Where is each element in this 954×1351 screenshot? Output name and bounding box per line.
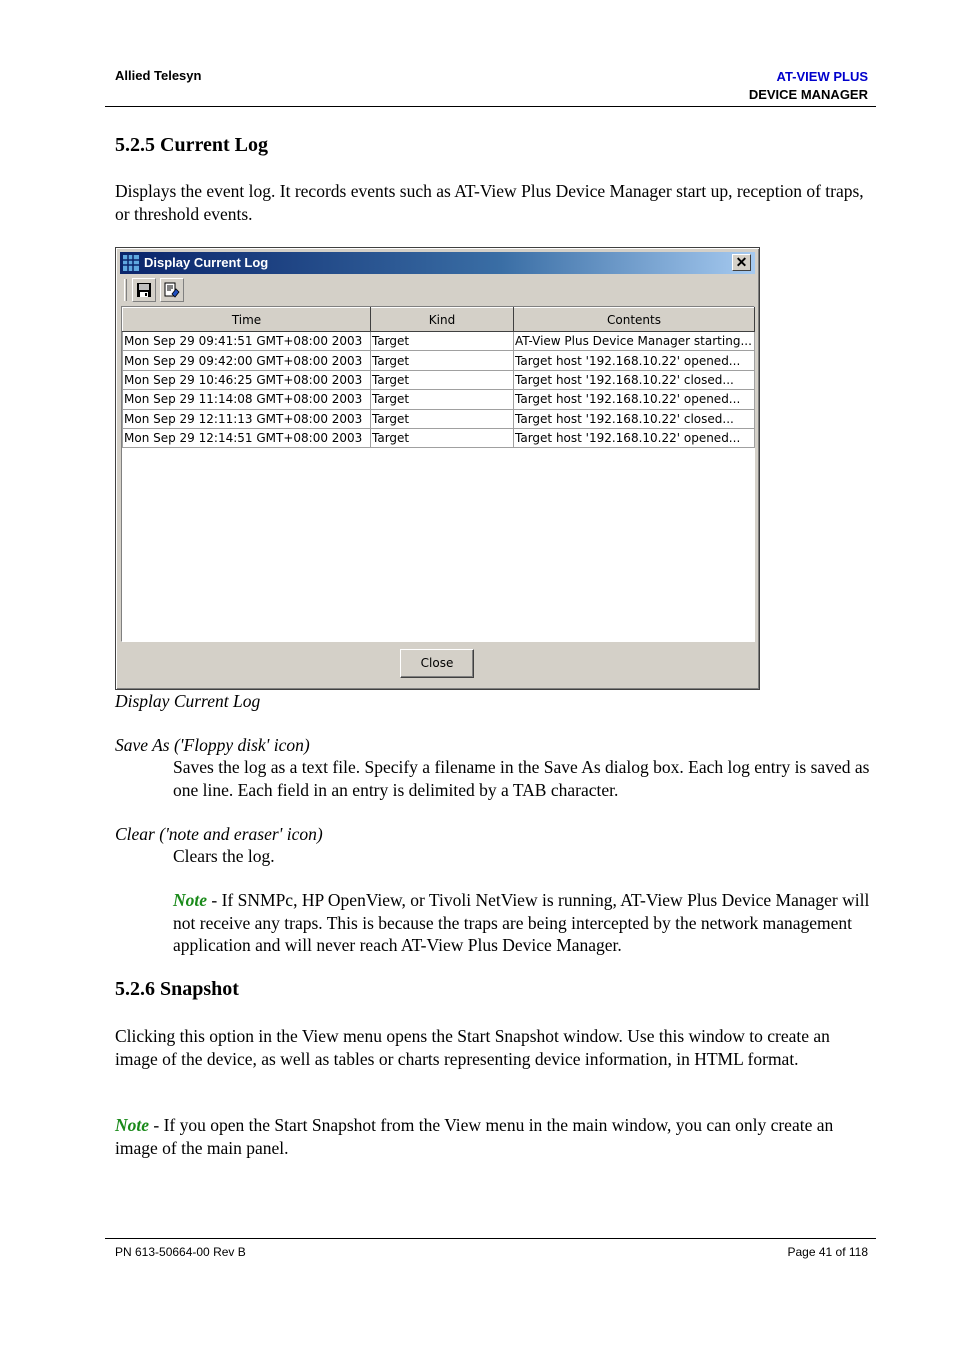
save-as-button[interactable] [132, 278, 156, 302]
table-row[interactable] [123, 332, 755, 351]
cell-kind: Target [371, 428, 514, 447]
section-title-current-log: 5.2.5 Current Log [115, 134, 268, 156]
display-current-log-dialog [115, 247, 760, 690]
note-label: Note [173, 890, 208, 910]
section-intro-current-log: Displays the event log. It records events such as AT-View Plus Device Manager start up, reception of traps, or threshold events. [115, 181, 864, 224]
column-header-kind[interactable]: Kind [371, 308, 514, 332]
table-row[interactable] [123, 351, 755, 370]
footer-rule [105, 1238, 876, 1239]
cell-contents: Target host '192.168.10.22' opened... [514, 390, 755, 409]
clear-log-button[interactable] [160, 278, 184, 302]
header-product [749, 68, 868, 104]
close-icon[interactable]: ✕ [732, 254, 751, 271]
cell-contents: Target host '192.168.10.22' closed... [514, 409, 755, 428]
note-snapshot [115, 1114, 865, 1159]
section-title-snapshot: 5.2.6 Snapshot [115, 978, 239, 1000]
footer-part-number: PN 613-50664-00 Rev B [115, 1245, 246, 1259]
dialog-titlebar[interactable] [120, 252, 755, 274]
cell-time: Mon Sep 29 09:42:00 GMT+08:00 2003 [123, 351, 371, 370]
cell-kind: Target [371, 390, 514, 409]
cell-contents: AT-View Plus Device Manager starting... [514, 332, 755, 351]
cell-contents: Target host '192.168.10.22' opened... [514, 351, 755, 370]
toolbar-grip[interactable] [124, 279, 127, 301]
note-text: - If SNMPc, HP OpenView, or Tivoli NetView is running, AT-View Plus Device Manager will not receive any traps. This is because the traps are being intercepted by the network management application and will never reach AT-View Plus Device Manager. [173, 890, 870, 955]
header-product-line2: DEVICE MANAGER [748, 87, 868, 102]
dialog-toolbar [120, 276, 755, 304]
clear-term: Clear ('note and eraser' icon) [115, 824, 323, 844]
cell-time: Mon Sep 29 10:46:25 GMT+08:00 2003 [123, 370, 371, 389]
cell-kind: Target [371, 332, 514, 351]
header-rule [105, 106, 876, 107]
cell-time: Mon Sep 29 12:11:13 GMT+08:00 2003 [123, 409, 371, 428]
header-product-line1: AT-VIEW PLUS [776, 69, 868, 84]
note-traps [173, 889, 873, 957]
figure-caption: Display Current Log [115, 691, 261, 711]
grid-app-icon [123, 255, 139, 271]
log-table [122, 307, 755, 448]
column-header-contents[interactable]: Contents [514, 308, 755, 332]
log-table-container[interactable] [121, 306, 755, 642]
table-row[interactable] [123, 370, 755, 389]
cell-kind: Target [371, 351, 514, 370]
clear-description: Clears the log. [173, 846, 275, 866]
column-header-time[interactable]: Time [123, 308, 371, 332]
dialog-title: Display Current Log [144, 255, 269, 270]
table-row[interactable] [123, 428, 755, 447]
floppy-disk-icon [136, 282, 152, 298]
section-intro-snapshot: Clicking this option in the View menu opens the Start Snapshot window. Use this window to create an image of the device, as well as tables or charts representing device information, in HTML format. [115, 1026, 830, 1069]
table-header-row [123, 308, 755, 332]
cell-time: Mon Sep 29 09:41:51 GMT+08:00 2003 [123, 332, 371, 351]
footer-page-number: Page 41 of 118 [787, 1245, 868, 1259]
cell-kind: Target [371, 370, 514, 389]
cell-kind: Target [371, 409, 514, 428]
header-company: Allied Telesyn [115, 68, 202, 83]
table-row[interactable] [123, 409, 755, 428]
close-button[interactable]: Close [400, 649, 474, 678]
note-text: - If you open the Start Snapshot from the View menu in the main window, you can only create an image of the main panel. [115, 1115, 834, 1158]
cell-time: Mon Sep 29 11:14:08 GMT+08:00 2003 [123, 390, 371, 409]
table-row[interactable] [123, 390, 755, 409]
save-as-description: Saves the log as a text file. Specify a filename in the Save As dialog box. Each log entry is saved as one line. Each field in an entry is delimited by a TAB character. [173, 757, 870, 800]
cell-time: Mon Sep 29 12:14:51 GMT+08:00 2003 [123, 428, 371, 447]
save-as-term: Save As ('Floppy disk' icon) [115, 735, 310, 755]
note-eraser-icon [164, 282, 180, 298]
cell-contents: Target host '192.168.10.22' opened... [514, 428, 755, 447]
note-label: Note [115, 1115, 150, 1135]
cell-contents: Target host '192.168.10.22' closed... [514, 370, 755, 389]
